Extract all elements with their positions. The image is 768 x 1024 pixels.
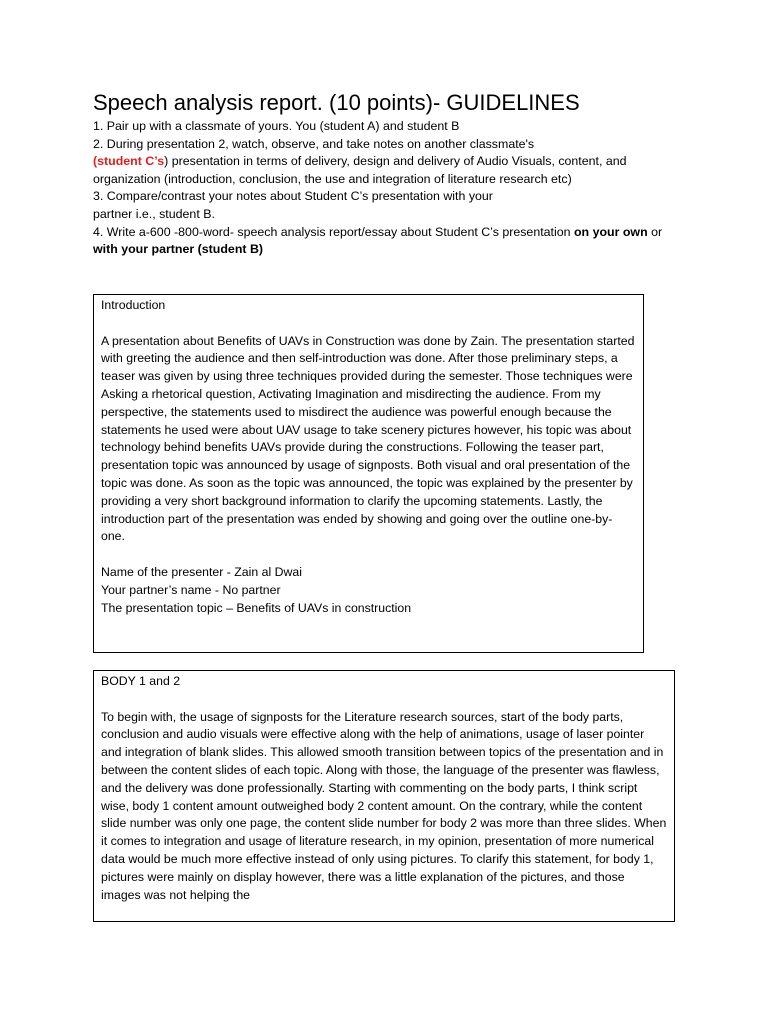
presenter-name: Name of the presenter - Zain al Dwai xyxy=(101,564,302,579)
guideline-item-3-line1: 3. Compare/contrast your notes about Student C’s presentation with your xyxy=(93,189,493,204)
guideline-item-4-text: 4. Write a-600 -800-word- speech analysis report/essay about Student C’s presentation xyxy=(93,224,574,239)
introduction-box xyxy=(93,294,644,653)
introduction-paragraph: A presentation about Benefits of UAVs in Construction was done by Zain. The presentation started with greeting the audience and then self-introduction was done. After those preliminary steps, a teaser was given by using three techniques provided during the semester. Those techniques were Asking a rhetorical question, Activating Imagination and misdirecting the audience. From my perspective, the statements used to misdirect the audience was powerful enough because the statements he used were about UAV usage to take scenery pictures however, his topic was about technology behind benefits UAVs provide during the constructions. Following the teaser part, presentation topic was announced by usage of signposts. Both visual and oral presentation of the topic was done. As soon as the topic was announced, the topic was explained by the presenter by providing a very short background information to clarify the upcoming statements. Lastly, the introduction part of the presentation was ended by showing and going over the outline one-by-one. xyxy=(101,333,635,544)
guideline-item-2-rest: ) presentation in terms of delivery, design and delivery of Audio Visuals, content, and organization (introduction, conclusion, the use and integration of literature research etc) xyxy=(93,154,627,186)
body-box xyxy=(93,670,675,922)
partner-name: Your partner’s name - No partner xyxy=(101,582,281,597)
introduction-heading: Introduction xyxy=(101,298,166,312)
guideline-item-3-line2: partner i.e., student B. xyxy=(93,206,215,221)
spacer xyxy=(101,546,636,564)
guideline-item-4-or: or xyxy=(647,224,663,239)
spacer xyxy=(101,315,636,333)
guideline-item-3 xyxy=(93,188,683,223)
presentation-topic: The presentation topic – Benefits of UAVs in construction xyxy=(101,600,412,615)
guideline-item-4 xyxy=(93,224,683,259)
guideline-item-2 xyxy=(93,136,683,189)
body-heading: BODY 1 and 2 xyxy=(101,674,181,688)
guidelines-list xyxy=(93,118,683,259)
student-c-highlight: (student C’s xyxy=(93,154,165,169)
guideline-item-2-text: 2. During presentation 2, watch, observe, and take notes on another classmate's xyxy=(93,136,535,151)
with-partner-emphasis: with your partner (student B) xyxy=(93,242,264,257)
body-paragraph: To begin with, the usage of signposts for the Literature research sources, start of the body parts, conclusion and audio visuals were effective along with the help of animations, usage of laser pointer and integration of blank slides. This allowed smooth transition between topics of the presentation and in between the content slides of each topic. Along with those, the language of the presenter was flawless, and the delivery was done professionally. Starting with commenting on the body parts, I think script wise, body 1 content amount outweighed body 2 content amount. On the contrary, while the content slide number was only one page, the content slide number for body 2 was more than three slides. When it comes to integration and usage of literature research, in my opinion, presentation of more numerical data would be much more effective instead of only using pictures. To clarify this statement, for body 1, pictures were mainly on display however, there was a little explanation of the pictures, and those images was not helping the xyxy=(101,709,667,902)
spacer xyxy=(101,691,667,709)
on-your-own-emphasis: on your own xyxy=(573,224,648,239)
guideline-item-1: 1. Pair up with a classmate of yours. You (student A) and student B xyxy=(93,119,460,133)
page-title: Speech analysis report. (10 points)- GUIDELINES xyxy=(93,90,580,115)
